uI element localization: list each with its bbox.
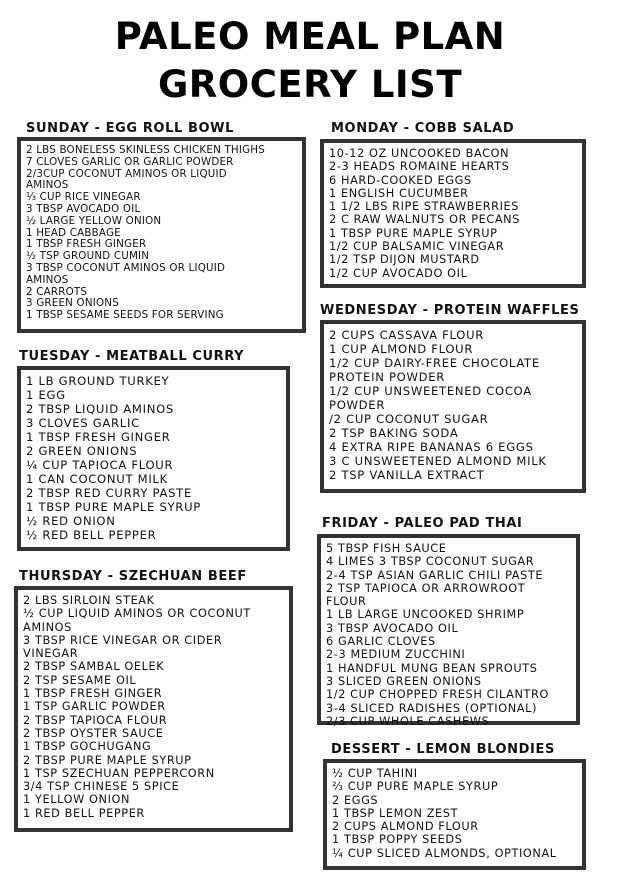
ingredient-item: 1 TBSP FRESH GINGER — [23, 687, 163, 701]
ingredient-item: 3/4 TSP CHINESE 5 SPICE — [23, 780, 180, 794]
sunday-heading: SUNDAY - EGG ROLL BOWL — [26, 121, 234, 136]
ingredient-item: 1 TBSP FRESH GINGER — [26, 430, 171, 444]
ingredient-item: 1 TBSP GOCHUGANG — [23, 740, 152, 754]
ingredient-item: 6 GARLIC CLOVES — [326, 635, 436, 649]
ingredient-item: 1 TBSP LEMON ZEST — [332, 806, 459, 820]
ingredient-item: 3-4 SLICED RADISHES (OPTIONAL) — [326, 701, 537, 715]
ingredient-item: ¼ CUP SLICED ALMONDS, OPTIONAL — [332, 846, 557, 860]
ingredient-item: 2 C RAW WALNUTS OR PECANS — [329, 213, 520, 227]
tuesday-ingredient-list — [26, 374, 281, 542]
ingredient-item: 1 TBSP PURE MAPLE SYRUP — [26, 500, 201, 514]
ingredient-item: ½ RED ONION — [26, 514, 116, 528]
ingredient-item: 2 TSP BAKING SODA — [329, 426, 459, 440]
monday-ingredient-list — [329, 147, 577, 280]
ingredient-item: 1 1/2 LBS RIPE STRAWBERRIES — [329, 200, 520, 214]
ingredient-item: 2-3 HEADS ROMAINE HEARTS — [329, 160, 510, 174]
dessert-heading: DESSERT - LEMON BLONDIES — [331, 742, 555, 757]
ingredient-item: 3 CLOVES GARLIC — [26, 416, 140, 430]
ingredient-item: ½ RED BELL PEPPER — [26, 528, 157, 542]
ingredient-item: 2 CARROTS — [26, 286, 88, 298]
ingredient-item: 1 LB GROUND TURKEY — [26, 374, 170, 388]
ingredient-item: 3 SLICED GREEN ONIONS — [326, 674, 482, 688]
ingredient-item: 2/3CUP COCONUT AMINOS OR LIQUID — [26, 168, 227, 180]
ingredient-item: 2 TSP TAPIOCA OR ARROWROOT — [326, 581, 526, 595]
ingredient-item: 1 CAN COCONUT MILK — [26, 472, 168, 486]
ingredient-item: ¼ CUP TAPIOCA FLOUR — [26, 458, 174, 472]
wednesday-heading: WEDNESDAY - PROTEIN WAFFLES — [320, 303, 580, 318]
ingredient-item: ½ CUP LIQUID AMINOS OR COCONUT — [23, 607, 251, 621]
ingredient-item: 1 YELLOW ONION — [23, 793, 131, 807]
ingredient-item: 1 HEAD CABBAGE — [26, 227, 121, 239]
friday-ingredient-list — [326, 542, 571, 728]
ingredient-item: 1/2 TSP DIJON MUSTARD — [329, 253, 480, 267]
ingredient-item: 3 TBSP AVOCADO OIL — [326, 621, 459, 635]
ingredient-item: /2 CUP COCONUT SUGAR — [329, 412, 489, 426]
ingredient-item: 2 LBS BONELESS SKINLESS CHICKEN THIGHS — [26, 145, 265, 156]
ingredient-item: 1 HANDFUL MUNG BEAN SPROUTS — [326, 661, 538, 675]
ingredient-item: 2 TSP SESAME OIL — [23, 673, 137, 687]
ingredient-item: PROTEIN POWDER — [329, 370, 446, 384]
ingredient-item: 3 TBSP AVOCADO OIL — [26, 203, 141, 215]
ingredient-item: 3 GREEN ONIONS — [26, 298, 119, 310]
ingredient-item: AMINOS — [23, 620, 72, 634]
page-title-line-2: GROCERY LIST — [157, 63, 463, 106]
ingredient-item: 2 TBSP TAPIOCA FLOUR — [23, 713, 168, 727]
ingredient-item: 6 HARD-COOKED EGGS — [329, 173, 472, 187]
friday-ingredient-box — [317, 534, 580, 728]
ingredient-item: FLOUR — [326, 595, 367, 609]
ingredient-item: 3 TBSP COCONUT AMINOS OR LIQUID — [26, 262, 226, 274]
ingredient-item: ½ TSP GROUND CUMIN — [26, 251, 150, 263]
ingredient-item: 2 CUPS ALMOND FLOUR — [332, 820, 479, 834]
ingredient-item: 1 LB LARGE UNCOOKED SHRIMP — [326, 608, 525, 622]
ingredient-item: 4 LIMES 3 TBSP COCONUT SUGAR — [326, 555, 535, 569]
ingredient-item: 2-4 TSP ASIAN GARLIC CHILI PASTE — [326, 568, 544, 582]
ingredient-item: 1/2 CUP UNSWEETENED COCOA — [329, 384, 532, 398]
ingredient-item: 2 TBSP SAMBAL OELEK — [23, 660, 165, 674]
ingredient-item: 1 TBSP POPPY SEEDS — [332, 833, 463, 847]
ingredient-item: 4 EXTRA RIPE BANANAS 6 EGGS — [329, 440, 534, 454]
ingredient-item: 1 TBSP FRESH GINGER — [26, 239, 147, 251]
ingredient-item: VINEGAR — [23, 647, 79, 661]
ingredient-item: 10-12 OZ UNCOOKED BACON — [329, 147, 510, 160]
monday-ingredient-box — [320, 139, 586, 288]
ingredient-item: 2 TBSP OYSTER SAUCE — [23, 726, 164, 740]
ingredient-item: 2 TBSP RED CURRY PASTE — [26, 486, 192, 500]
ingredient-item: 1 RED BELL PEPPER — [23, 806, 145, 820]
ingredient-item: ⅓ CUP RICE VINEGAR — [26, 192, 141, 204]
wednesday-ingredient-list — [329, 328, 577, 482]
ingredient-item: 2 TBSP PURE MAPLE SYRUP — [23, 753, 192, 767]
friday-heading: FRIDAY - PALEO PAD THAI — [322, 516, 523, 531]
ingredient-item: 1/2 CUP BALSAMIC VINEGAR — [329, 240, 505, 254]
ingredient-item: 1 CUP ALMOND FLOUR — [329, 342, 474, 356]
sunday-ingredient-list — [26, 145, 297, 322]
dessert-ingredient-box — [323, 759, 586, 870]
ingredient-item: AMINOS — [26, 274, 69, 286]
ingredient-item: 2 GREEN ONIONS — [26, 444, 138, 458]
ingredient-item: 2 CUPS CASSAVA FLOUR — [329, 328, 485, 342]
ingredient-item: POWDER — [329, 398, 386, 412]
ingredient-item: 3 C UNSWEETENED ALMOND MILK — [329, 454, 547, 468]
thursday-ingredient-list — [23, 594, 284, 820]
ingredient-item: 2 EGGS — [332, 793, 379, 807]
page-title-line-1: PALEO MEAL PLAN — [114, 15, 506, 58]
ingredient-item: 1 TBSP PURE MAPLE SYRUP — [329, 226, 498, 240]
ingredient-item: 5 TBSP FISH SAUCE — [326, 542, 447, 555]
ingredient-item: 2/3 CUP WHOLE CASHEWS — [326, 714, 490, 728]
ingredient-item: 1 TBSP SESAME SEEDS FOR SERVING — [26, 310, 224, 322]
ingredient-item: AMINOS — [26, 180, 69, 192]
ingredient-item: 1 TSP GARLIC POWDER — [23, 700, 166, 714]
tuesday-heading: TUESDAY - MEATBALL CURRY — [19, 349, 245, 364]
wednesday-ingredient-box — [320, 320, 586, 493]
sunday-ingredient-box — [17, 137, 306, 333]
ingredient-item: ½ CUP TAHINI — [332, 767, 418, 780]
ingredient-item: 1 TSP SZECHUAN PEPPERCORN — [23, 766, 215, 780]
ingredient-item: 2 TBSP LIQUID AMINOS — [26, 402, 174, 416]
ingredient-item: 1/2 CUP CHOPPED FRESH CILANTRO — [326, 688, 549, 702]
ingredient-item: 1 EGG — [26, 388, 66, 402]
ingredient-item: 1 ENGLISH CUCUMBER — [329, 186, 469, 200]
ingredient-item: 1/2 CUP AVOCADO OIL — [329, 266, 468, 280]
ingredient-item: 1/2 CUP DAIRY-FREE CHOCOLATE — [329, 356, 540, 370]
tuesday-ingredient-box — [17, 366, 290, 551]
ingredient-item: ½ LARGE YELLOW ONION — [26, 215, 162, 227]
ingredient-item: 2 TSP VANILLA EXTRACT — [329, 468, 485, 482]
ingredient-item: 2-3 MEDIUM ZUCCHINI — [326, 648, 466, 662]
ingredient-item: 3 TBSP RICE VINEGAR OR CIDER — [23, 633, 223, 647]
thursday-heading: THURSDAY - SZECHUAN BEEF — [19, 569, 247, 584]
dessert-ingredient-list — [332, 767, 577, 860]
ingredient-item: ⅔ CUP PURE MAPLE SYRUP — [332, 780, 499, 794]
thursday-ingredient-box — [14, 586, 293, 832]
monday-heading: MONDAY - COBB SALAD — [331, 121, 515, 136]
ingredient-item: 2 LBS SIRLOIN STEAK — [23, 594, 155, 607]
ingredient-item: 7 CLOVES GARLIC OR GARLIC POWDER — [26, 156, 234, 168]
